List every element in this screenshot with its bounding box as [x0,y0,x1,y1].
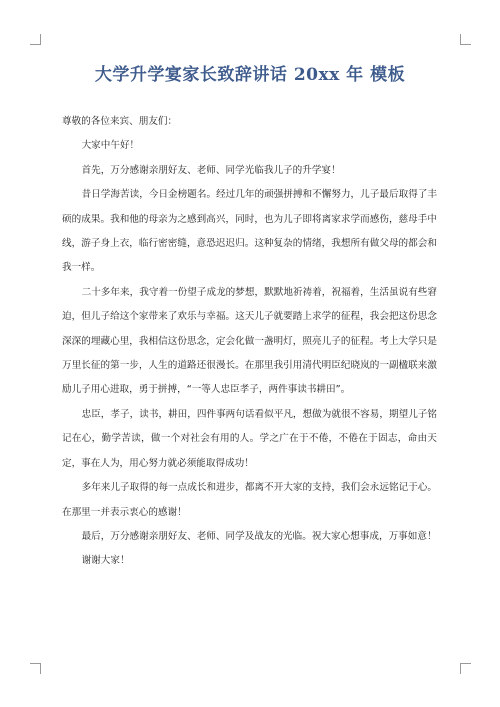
paragraph-advice: 忠臣，孝子，读书，耕田，四件事两句话看似平凡，想做为就很不容易，期望儿子铭记在心，勤学苦读，做一个对社会有用的人。学之广在于不倦，不倦在于固志，命由天定，事在人为，用心努力就必须能取得成功！ [62,408,437,469]
paragraph-greeting: 大家中午好！ [81,140,140,152]
crop-mark-bottom-left [30,663,41,674]
document-title: 大学升学宴家长致辞讲话 20xx 年 模板 [94,65,406,85]
paragraph-salutation: 尊敬的各位来宾、朋友们： [62,116,178,127]
paragraph-thanks-opening: 首先，万分感谢亲朋好友、老师、同学光临我儿子的升学宴！ [81,164,341,176]
paragraph-hopes: 二十多年来，我守着一份望子成龙的梦想，默默地祈祷着，祝福着，生活虽说有些窘迫，但儿子给这个家带来了欢乐与幸福。这天儿子就要踏上求学的征程，我会把这份思念深深的埋藏心里，我相信这份思念，定会化做一盏明灯，照亮儿子的征程。考上大学只是万里长征的第一步，人生的道路还很漫长。在那里我引用清代明臣纪晓岚的一副楹联来激励儿子用心进取，勇于拼搏，“一等人忠臣孝子，两件事读书耕田”。 [62,286,437,396]
crop-mark-top-right [460,34,471,45]
paragraph-thank-you: 谢谢大家！ [81,555,130,567]
paragraph-achievement: 昔日学海苦读，今日金榜题名。经过几年的顽强拼搏和不懈努力，儿子最后取得了丰硕的成果。我和他的母亲为之感到高兴，同时，也为儿子即将离家求学而感伤，慈母手中线，游子身上衣，临行密密缝，意恐迟迟归。这种复杂的情绪，我想所有做父母的都会和我一样。 [62,189,437,274]
paragraph-closing-wishes: 最后，万分感谢亲朋好友、老师、同学及战友的光临。祝大家心想事成，万事如意！ [81,530,437,542]
document-body [62,110,437,574]
crop-mark-bottom-right [460,663,471,674]
crop-mark-top-left [30,34,41,45]
paragraph-gratitude: 多年来儿子取得的每一点成长和进步，都离不开大家的支持，我们会永远铭记于心。在那里一并表示衷心的感谢！ [62,482,437,518]
